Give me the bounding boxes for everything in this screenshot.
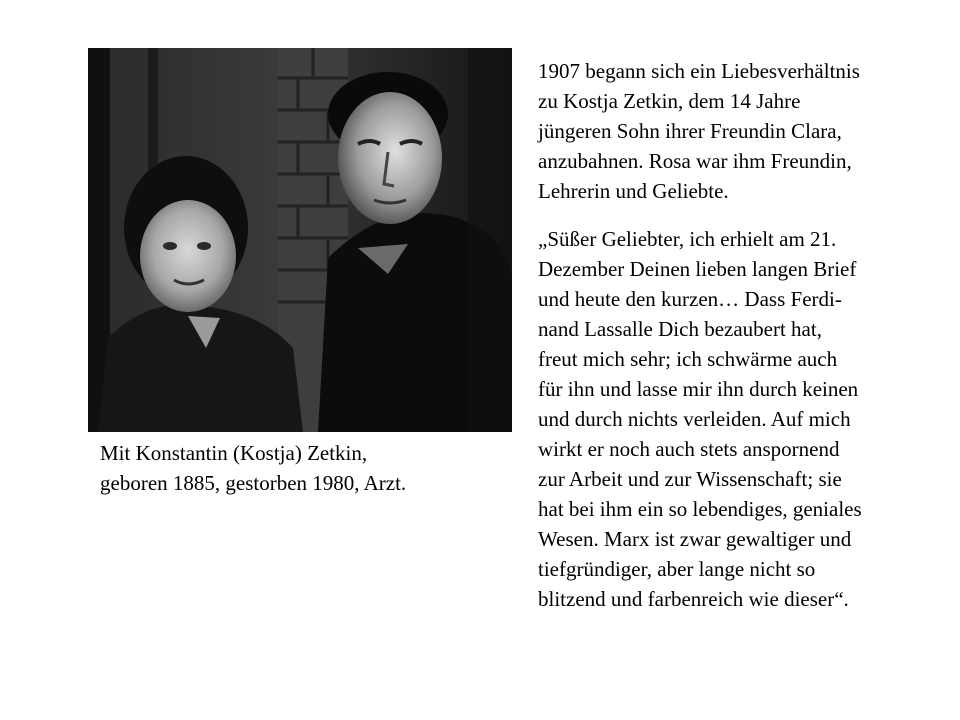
text-line: hat bei ihm ein so lebendiges, geniales xyxy=(538,497,862,521)
portrait-photo xyxy=(88,48,512,432)
text-line: zur Arbeit und zur Wissenschaft; sie xyxy=(538,467,842,491)
text-line: und heute den kurzen… Dass Ferdi- xyxy=(538,287,842,311)
text-line: jüngeren Sohn ihrer Freundin Clara, xyxy=(538,119,842,143)
text-line: „Süßer Geliebter, ich erhielt am 21. xyxy=(538,227,837,251)
text-line: freut mich sehr; ich schwärme auch xyxy=(538,347,838,371)
text-line: Lehrerin und Geliebte. xyxy=(538,179,729,203)
photo-caption xyxy=(100,438,510,498)
text-line: wirkt er noch auch stets anspornend xyxy=(538,437,840,461)
text-line: tiefgründiger, aber lange nicht so xyxy=(538,557,816,581)
text-column xyxy=(538,56,958,614)
quote-paragraph xyxy=(538,224,958,614)
text-line: für ihn und lasse mir ihn durch keinen xyxy=(538,377,859,401)
text-line: anzubahnen. Rosa war ihm Freundin, xyxy=(538,149,852,173)
caption-line: geboren 1885, gestorben 1980, Arzt. xyxy=(100,471,407,495)
text-line: Dezember Deinen lieben langen Brief xyxy=(538,257,857,281)
caption-line: Mit Konstantin (Kostja) Zetkin, xyxy=(100,441,368,465)
text-line: 1907 begann sich ein Liebesverhältnis xyxy=(538,59,860,83)
text-line: zu Kostja Zetkin, dem 14 Jahre xyxy=(538,89,801,113)
portrait-photo-illustration xyxy=(88,48,512,432)
intro-paragraph xyxy=(538,56,958,206)
text-line: Wesen. Marx ist zwar gewaltiger und xyxy=(538,527,852,551)
text-line: nand Lassalle Dich bezaubert hat, xyxy=(538,317,822,341)
text-line: und durch nichts verleiden. Auf mich xyxy=(538,407,851,431)
text-line: blitzend und farbenreich wie dieser“. xyxy=(538,587,849,611)
